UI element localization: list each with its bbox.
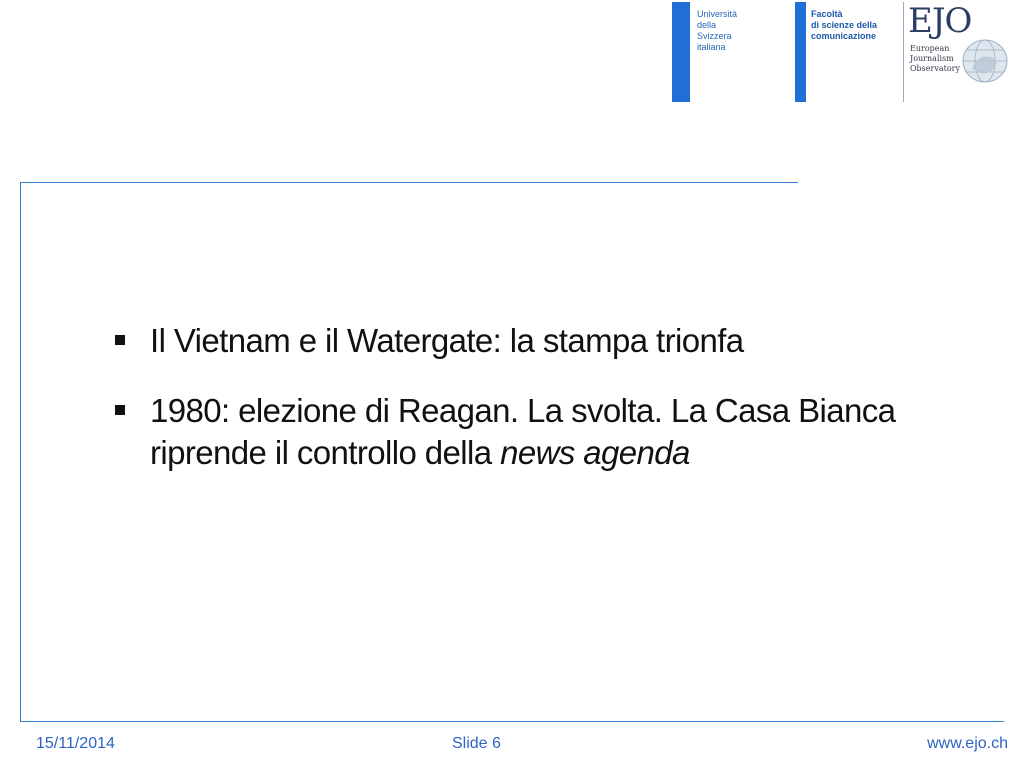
- bullet-text: Il Vietnam e il Watergate: la stampa trionfa: [150, 322, 744, 359]
- faculty-logo-bar: [795, 2, 806, 102]
- square-bullet-icon: [115, 405, 125, 415]
- faculty-logo-text: [811, 9, 906, 42]
- usi-logo-line: della: [697, 20, 717, 30]
- bullet-list: [113, 320, 933, 502]
- faculty-logo-line: di scienze della: [811, 20, 878, 30]
- footer-date: 15/11/2014: [36, 735, 115, 752]
- bullet-item: [113, 320, 933, 362]
- usi-logo-line: Università: [697, 9, 738, 19]
- frame-left-border: [20, 182, 21, 722]
- square-bullet-icon: [115, 335, 125, 345]
- footer-slide-number: Slide 6: [452, 735, 501, 752]
- faculty-logo-line: comunicazione: [811, 31, 877, 41]
- faculty-logo-line: Facoltà: [811, 9, 843, 19]
- ejo-logo-line: European: [910, 44, 950, 53]
- logo-divider: [903, 2, 904, 102]
- footer-url: www.ejo.ch: [927, 735, 1008, 752]
- frame-bottom-border: [20, 721, 1004, 722]
- ejo-logo-line: Observatory: [910, 64, 961, 73]
- ejo-logo-line: Journalism: [910, 54, 954, 63]
- usi-logo-line: italiana: [697, 42, 726, 52]
- ejo-logo-subtitle: [910, 44, 960, 74]
- bullet-text: 1980: elezione di Reagan. La svolta. La Casa Bianca riprende il controllo della: [150, 392, 896, 471]
- usi-logo-line: Svizzera: [697, 31, 732, 41]
- usi-logo-bar: [672, 2, 690, 102]
- usi-logo-text: [697, 9, 787, 53]
- globe-icon: [960, 38, 1010, 84]
- header-logos: [672, 2, 1024, 102]
- frame-top-border: [20, 182, 798, 183]
- bullet-italic-text: news agenda: [500, 434, 690, 471]
- bullet-item: [113, 390, 933, 474]
- ejo-logo-mark: EJO: [908, 1, 972, 41]
